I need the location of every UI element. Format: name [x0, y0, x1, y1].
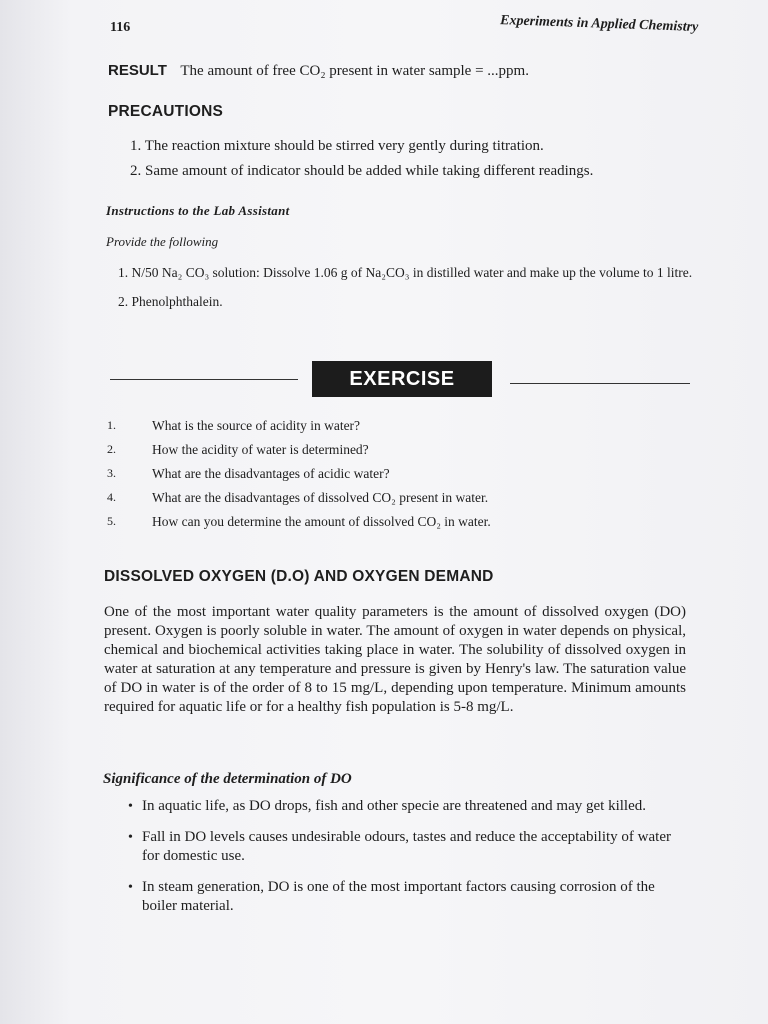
precaution-item: 2. Same amount of indicator should be added while taking different readings. [130, 163, 594, 179]
question-item [107, 418, 698, 442]
dissolved-oxygen-paragraph: One of the most important water quality parameters is the amount of dissolved oxygen (DO) present. Oxygen is poorly soluble in water. The amount of oxygen in water depends on physical, chemical and biochemical activities taking place in water. The solubility of dissolved oxygen in water at saturation at any temperature and pressure is given by Henry's law. The saturation value of DO in water is of the order of 8 to 15 mg/L, depending upon temperature. Minimum amounts required for aquatic life or for a healthy fish population is 5-8 mg/L. [104, 604, 686, 715]
lab-item: 2. Phenolphthalein. [118, 294, 223, 309]
running-head: Experiments in Applied Chemistry [499, 13, 699, 35]
significance-bullets [128, 797, 684, 928]
result-line [108, 62, 698, 80]
exercise-rule-right [510, 383, 690, 384]
question-text: How can you determine the amount of dissolved CO₂ in water. [152, 514, 491, 529]
question-item [107, 466, 698, 490]
result-text: The amount of free CO₂ present in water sample = ...ppm. [180, 63, 529, 79]
provide-label: Provide the following [106, 234, 219, 249]
precautions-list [130, 138, 698, 188]
page-header [110, 13, 699, 44]
bullet-item [128, 797, 684, 816]
bullet-icon: • [128, 880, 133, 895]
question-item [107, 490, 698, 514]
exercise-rule-left [110, 379, 298, 380]
question-text: What are the disadvantages of acidic water? [152, 466, 390, 481]
significance-heading: Significance of the determination of DO [103, 771, 352, 787]
bullet-text: In aquatic life, as DO drops, fish and other specie are threatened and may get killed. [142, 798, 646, 814]
question-number: 5. [107, 514, 116, 528]
question-number: 3. [107, 466, 116, 480]
precaution-item: 1. The reaction mixture should be stirred very gently during titration. [130, 138, 544, 154]
bullet-icon: • [128, 799, 133, 814]
question-text: What are the disadvantages of dissolved CO₂ present in water. [152, 490, 489, 505]
lab-assistant-heading: Instructions to the Lab Assistant [106, 203, 290, 218]
question-number: 1. [107, 418, 116, 432]
question-item [107, 514, 698, 538]
bullet-item [128, 878, 684, 916]
lab-item: 1. N/50 Na₂ CO₃ solution: Dissolve 1.06 g of Na₂CO₃ in distilled water and make up the volume to 1 litre. [118, 265, 693, 280]
lab-items-list [118, 263, 698, 321]
bullet-item [128, 828, 684, 866]
bullet-icon: • [128, 830, 133, 845]
page-number: 116 [110, 20, 131, 35]
question-number: 4. [107, 490, 116, 504]
question-text: How the acidity of water is determined? [152, 442, 369, 457]
question-number: 2. [107, 442, 116, 456]
dissolved-oxygen-heading: DISSOLVED OXYGEN (D.O) AND OXYGEN DEMAND [104, 568, 494, 585]
result-label: RESULT [108, 62, 167, 79]
exercise-heading: EXERCISE [312, 361, 492, 397]
exercise-questions [107, 418, 698, 538]
question-text: What is the source of acidity in water? [152, 418, 361, 433]
bullet-text: In steam generation, DO is one of the most important factors causing corrosion of the boiler material. [142, 879, 655, 914]
precautions-heading: PRECAUTIONS [108, 103, 224, 120]
bullet-text: Fall in DO levels causes undesirable odours, tastes and reduce the acceptability of water for domestic use. [142, 829, 671, 864]
question-item [107, 442, 698, 466]
